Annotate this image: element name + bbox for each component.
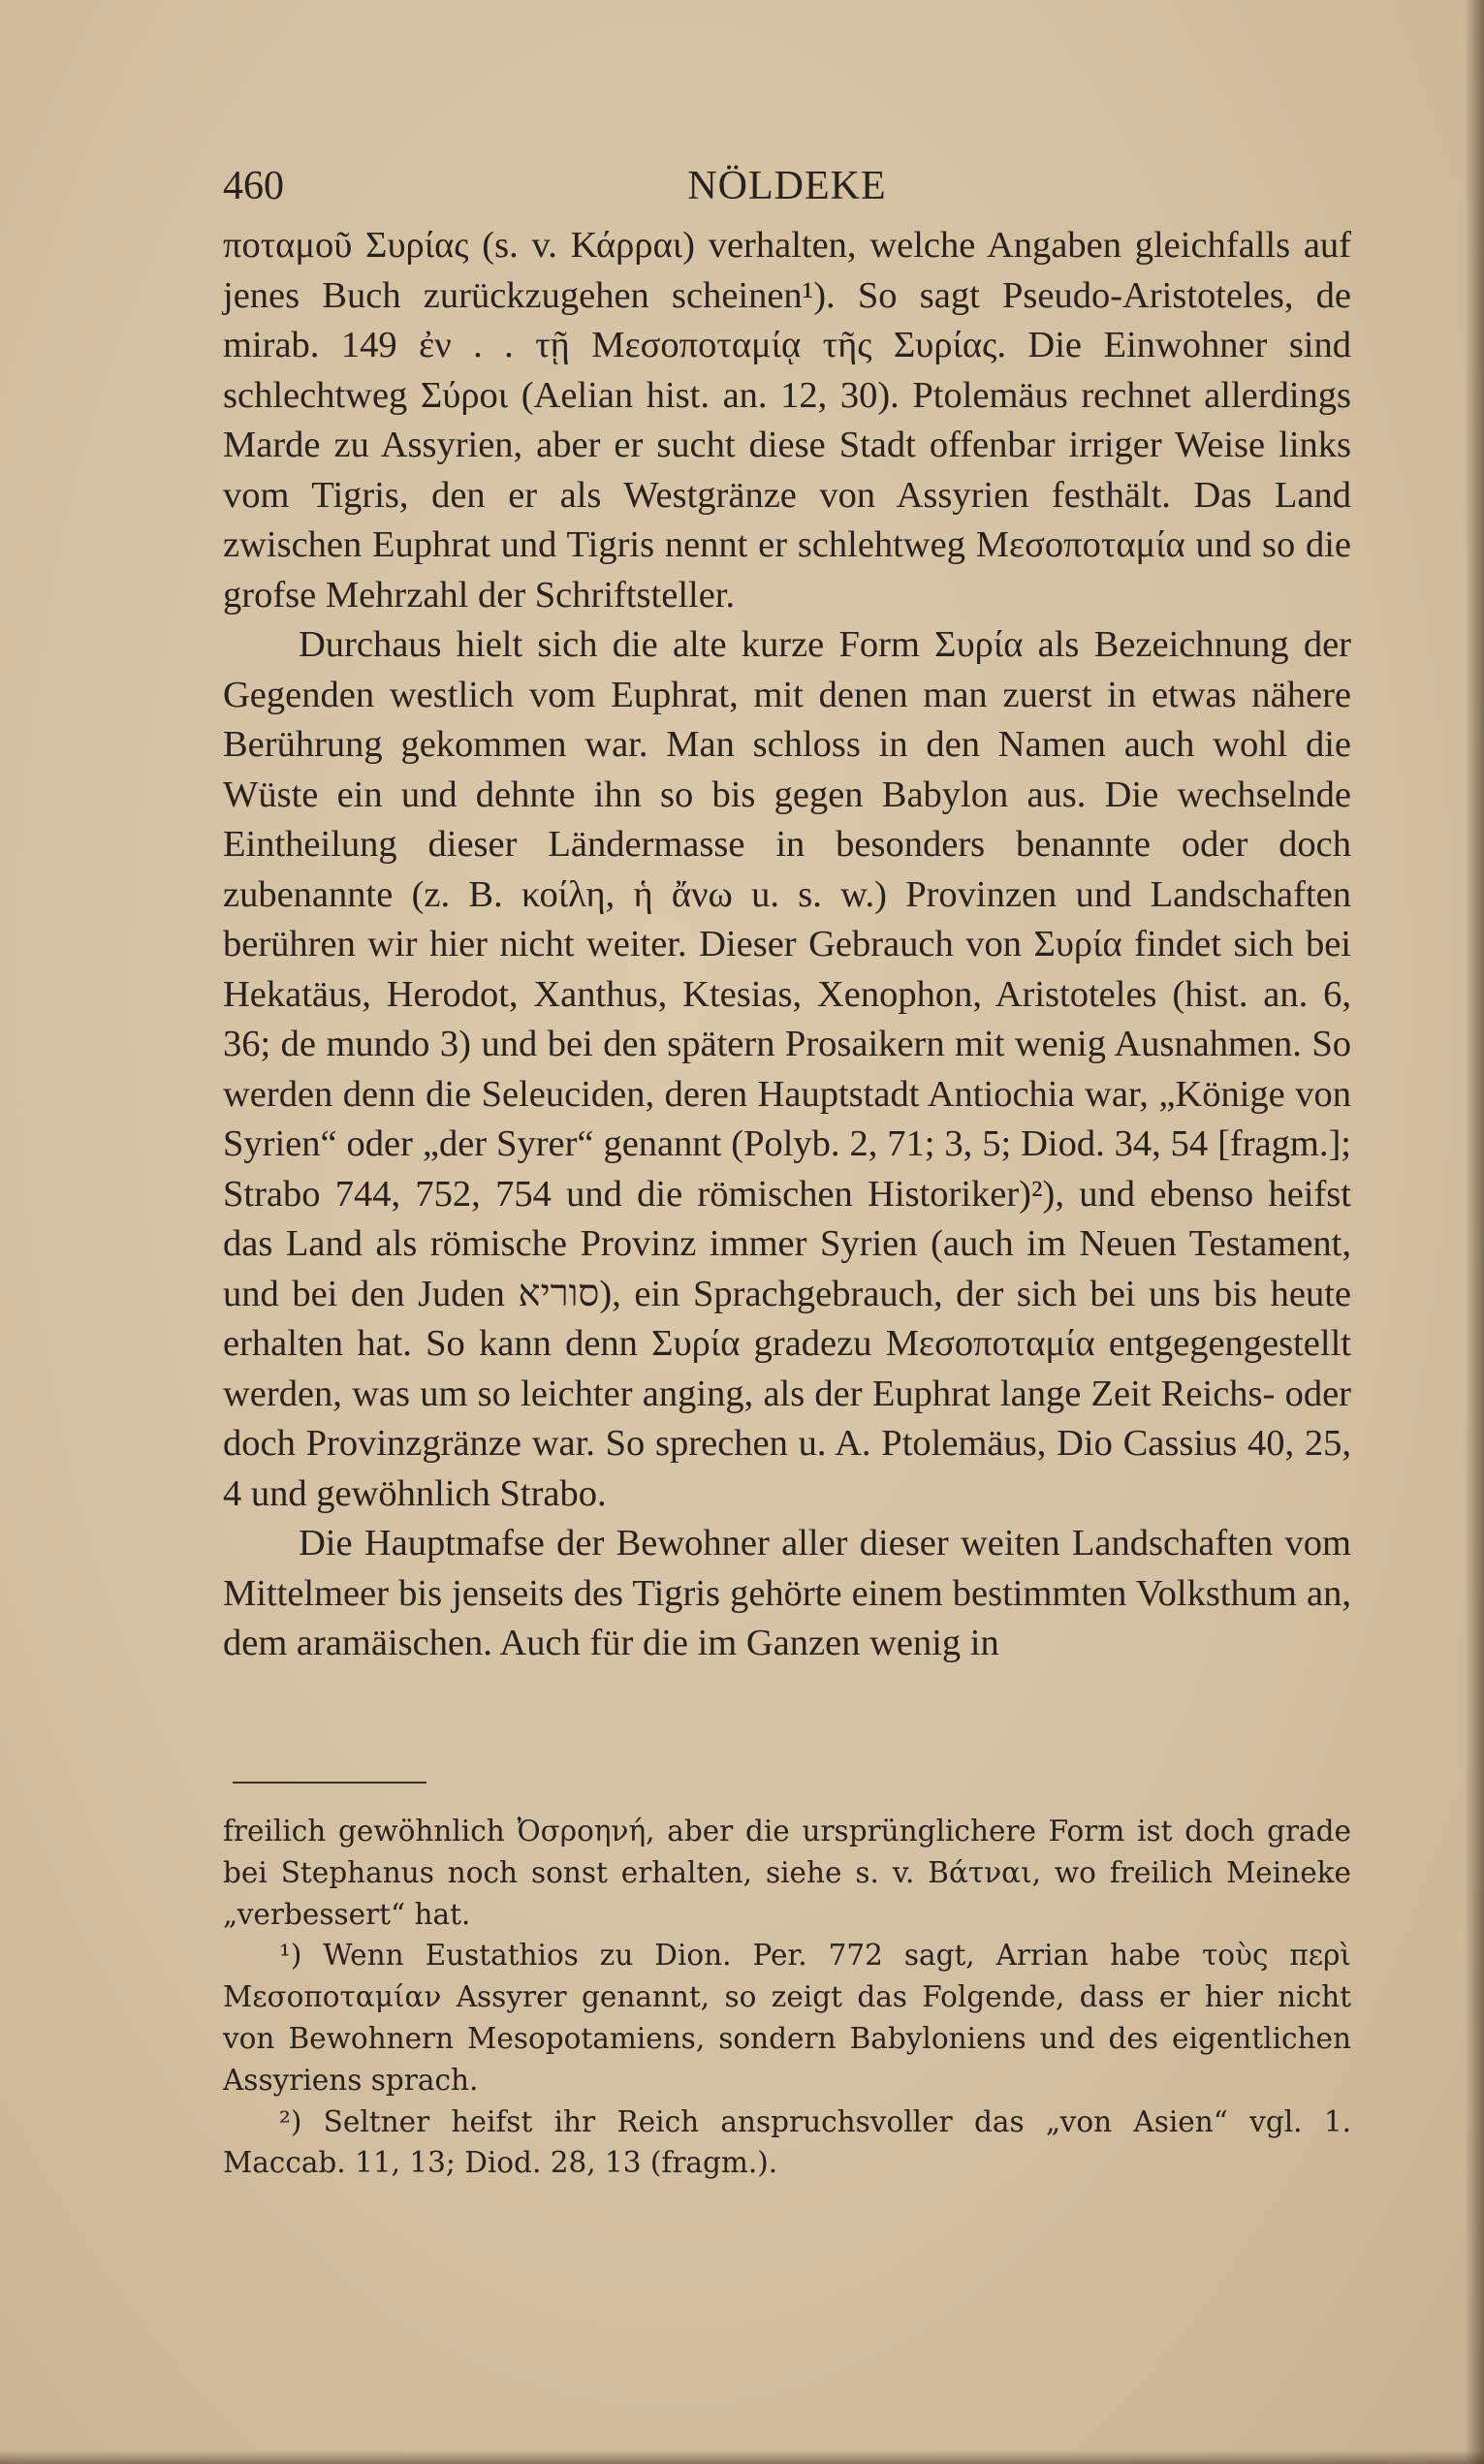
footnote-continuation: freilich gewöhnlich Ὀσροηνή, aber die ursprünglichere Form ist doch grade bei Stephanus noch sonst erhalten, siehe s. v. Βάτναι, wo freilich Meineke „verbessert“ hat. — [223, 1815, 1351, 1931]
footnotes — [223, 1811, 1351, 2184]
footnote-divider — [233, 1782, 426, 1784]
page-number: 460 — [223, 164, 284, 208]
footnote-1: ¹) Wenn Eustathios zu Dion. Per. 772 sagt, Arrian habe τοὺς περὶ Μεσοποταμίαν Assyrer genannt, so zeigt das Folgende, dass er hier nicht von Bewohnern Mesopotamiens, sondern Babyloniens und des eigentlichen Assyriens sprach. — [223, 1939, 1351, 2097]
paragraph-3: Die Hauptmafse der Bewohner aller dieser weiten Landschaften vom Mittelmeer bis jenseits des Tigris gehörte einem bestimmten Volksthum an, dem aramäischen. Auch für die im Ganzen wenig in — [223, 1523, 1351, 1663]
footnote-2: ²) Seltner heifst ihr Reich anspruchsvoller das „von Asien“ vgl. 1. Maccab. 11, 13; Diod. 28, 13 (fragm.). — [223, 2104, 1351, 2180]
main-text — [223, 221, 1351, 1669]
paragraph-1: ποταμοῦ Συρίας (s. v. Κάρραι) verhalten, welche Angaben gleichfalls auf jenes Buch zurückzugehen scheinen¹). So sagt Pseudo-Aristoteles, de mirab. 149 ἐν . . τῇ Μεσοποταμίᾳ τῆς Συρίας. Die Einwohner sind schlechtweg Σύροι (Aelian hist. an. 12, 30). Ptolemäus rechnet allerdings Marde zu Assyrien, aber er sucht diese Stadt offenbar irriger Weise links vom Tigris, den er als Westgränze von Assyrien festhält. Das Land zwischen Euphrat und Tigris nennt er schlehtweg Μεσοποταμία und so die grofse Mehrzahl der Schriftsteller. — [223, 225, 1351, 616]
page-edge-shadow — [1465, 0, 1484, 2464]
paragraph-2: Durchaus hielt sich die alte kurze Form Συρία als Bezeichnung der Gegenden westlich vom Euphrat, mit denen man zuerst in etwas nähere Berührung gekommen war. Man schloss in den Namen auch wohl die Wüste ein und dehnte ihn so bis gegen Babylon aus. Die wechselnde Eintheilung dieser Ländermasse in besonders benannte oder doch zubenannte (z. B. κοίλη, ἡ ἄνω u. s. w.) Provinzen und Landschaften berühren wir hier nicht weiter. Dieser Gebrauch von Συρία findet sich bei Hekatäus, Herodot, Xanthus, Ktesias, Xenophon, Aristoteles (hist. an. 6, 36; de mundo 3) und bei den spätern Prosaikern mit wenig Ausnahmen. So werden denn die Seleuciden, deren Hauptstadt Antiochia war, „Könige von Syrien“ oder „der Syrer“ genannt (Polyb. 2, 71; 3, 5; Diod. 34, 54 [fragm.]; Strabo 744, 752, 754 und die römischen Historiker)²), und ebenso heifst das Land als römische Provinz immer Syrien (auch im Neuen Testament, und bei den Juden סוריא), ein Sprachgebrauch, der sich bei uns bis heute erhalten hat. So kann denn Συρία gradezu Μεσοποταμία entgegengestellt werden, was um so leichter anging, als der Euphrat lange Zeit Reichs- oder doch Provinzgränze war. So sprechen u. A. Ptolemäus, Dio Cassius 40, 25, 4 und gewöhnlich Strabo. — [223, 624, 1351, 1514]
page-header — [223, 163, 1351, 221]
page-bottom-shadow — [0, 2450, 1484, 2464]
running-head: NÖLDEKE — [687, 164, 887, 208]
